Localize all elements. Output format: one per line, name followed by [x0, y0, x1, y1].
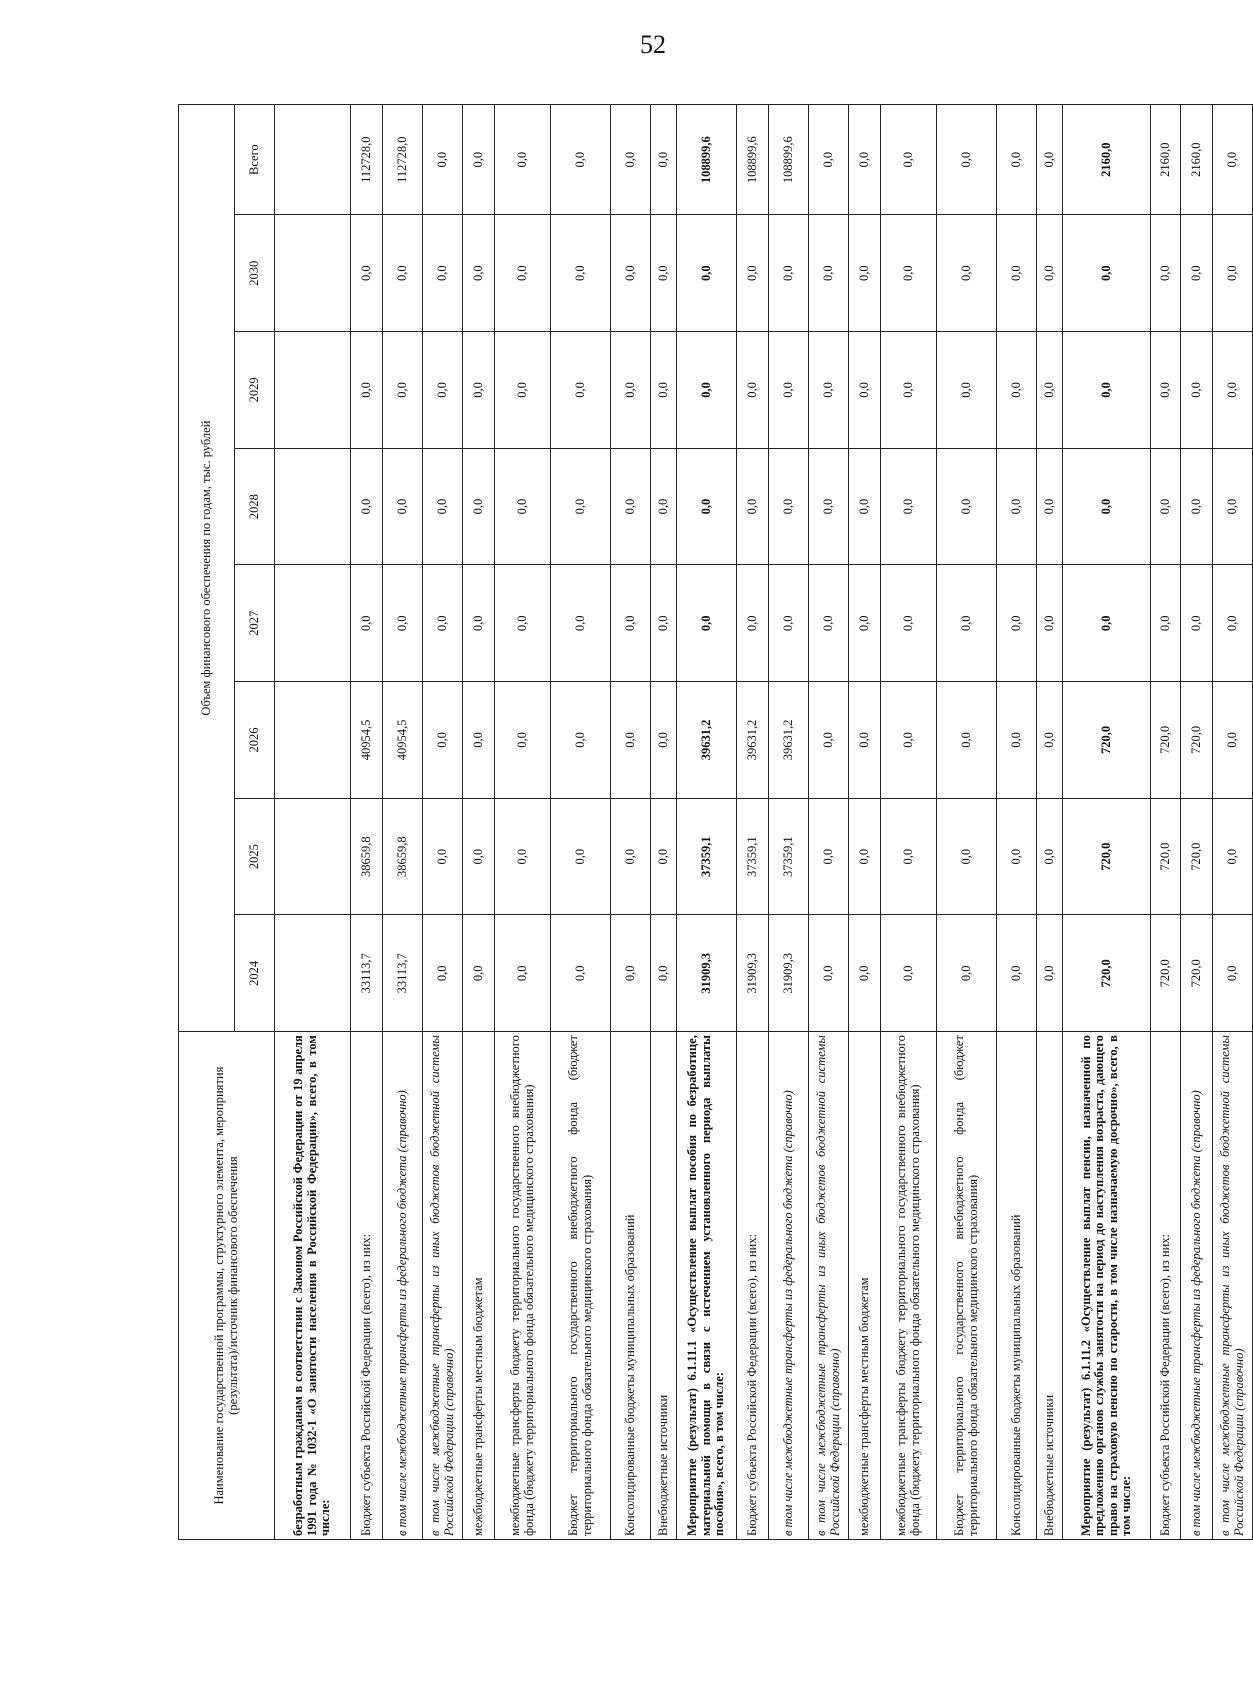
- row-value: 720,0: [1063, 682, 1151, 799]
- row-value: 112728,0: [383, 105, 423, 215]
- row-label: межбюджетные трансферты бюджету территориального государственного внебюджетного фонда (бюджету территориального фонда обязательного медицинского страхования): [881, 1032, 937, 1540]
- table-row: [551, 105, 611, 1540]
- row-value: 0,0: [551, 682, 611, 799]
- row-value: 0,0: [1213, 215, 1253, 332]
- row-value: 0,0: [651, 448, 677, 565]
- row-value: 108899,6: [769, 105, 809, 215]
- row-value: 0,0: [1063, 332, 1151, 449]
- row-value: 0,0: [1151, 448, 1181, 565]
- row-value: 0,0: [1213, 915, 1253, 1032]
- header-volume: Объем финансового обеспечения по годам, тыс. рублей: [179, 105, 235, 1032]
- row-value: 31909,3: [677, 915, 737, 1032]
- row-value: 0,0: [937, 798, 997, 915]
- row-label: межбюджетные трансферты местным бюджетам: [463, 1032, 495, 1540]
- row-value: 33113,7: [383, 915, 423, 1032]
- row-value: 0,0: [769, 565, 809, 682]
- table-row: [651, 105, 677, 1540]
- table-row: [383, 105, 423, 1540]
- table-row: [423, 105, 463, 1540]
- row-value: 0,0: [495, 915, 551, 1032]
- row-value: 0,0: [677, 565, 737, 682]
- row-value: 0,0: [551, 215, 611, 332]
- row-value: 0,0: [809, 682, 849, 799]
- row-value: 0,0: [383, 448, 423, 565]
- row-value: 0,0: [997, 798, 1037, 915]
- row-value: 0,0: [677, 448, 737, 565]
- row-value: 0,0: [495, 215, 551, 332]
- row-value: 0,0: [1213, 565, 1253, 682]
- table-row: [1063, 105, 1151, 1540]
- table-row: [275, 105, 351, 1540]
- row-value: 0,0: [849, 682, 881, 799]
- table-row: [1213, 105, 1253, 1540]
- row-value: 0,0: [809, 915, 849, 1032]
- row-value: [275, 682, 351, 799]
- row-value: [275, 915, 351, 1032]
- row-value: 0,0: [677, 332, 737, 449]
- row-value: 0,0: [463, 798, 495, 915]
- row-value: 0,0: [463, 915, 495, 1032]
- table-row: [495, 105, 551, 1540]
- row-value: 0,0: [423, 565, 463, 682]
- row-value: 0,0: [611, 215, 651, 332]
- row-value: [275, 105, 351, 215]
- row-value: 108899,6: [737, 105, 769, 215]
- row-value: 0,0: [737, 215, 769, 332]
- row-value: 0,0: [463, 565, 495, 682]
- row-value: 0,0: [809, 565, 849, 682]
- row-value: 39631,2: [677, 682, 737, 799]
- row-value: 0,0: [1037, 915, 1063, 1032]
- row-value: 0,0: [809, 798, 849, 915]
- row-value: 0,0: [463, 448, 495, 565]
- row-value: 0,0: [937, 448, 997, 565]
- row-value: 39631,2: [737, 682, 769, 799]
- row-label: межбюджетные трансферты местным бюджетам: [849, 1032, 881, 1540]
- row-value: 0,0: [611, 682, 651, 799]
- table-area: [178, 104, 1246, 1540]
- row-value: 0,0: [1181, 332, 1213, 449]
- row-value: 0,0: [495, 448, 551, 565]
- row-value: 0,0: [383, 332, 423, 449]
- rotated-table-wrapper: [178, 104, 1246, 1540]
- header-year-2030: 2030: [235, 215, 275, 332]
- row-value: 720,0: [1151, 798, 1181, 915]
- row-value: 0,0: [463, 332, 495, 449]
- row-value: 0,0: [1037, 565, 1063, 682]
- row-value: 0,0: [651, 105, 677, 215]
- row-value: 0,0: [1151, 332, 1181, 449]
- header-year-2029: 2029: [235, 332, 275, 449]
- row-label: Консолидированные бюджеты муниципальных образований: [611, 1032, 651, 1540]
- row-value: 0,0: [551, 332, 611, 449]
- row-value: 0,0: [1063, 448, 1151, 565]
- table-row: [737, 105, 769, 1540]
- row-label: Внебюджетные источники: [1037, 1032, 1063, 1540]
- row-label: в том числе межбюджетные трансферты из иных бюджетов бюджетной системы Российской Федерации (справочно): [423, 1032, 463, 1540]
- row-value: 40954,5: [351, 682, 383, 799]
- row-value: 0,0: [383, 215, 423, 332]
- table-row: [1037, 105, 1063, 1540]
- row-label: Бюджет субъекта Российской Федерации (всего), из них:: [351, 1032, 383, 1540]
- row-value: 0,0: [849, 565, 881, 682]
- row-value: 0,0: [423, 682, 463, 799]
- row-value: 0,0: [1181, 215, 1213, 332]
- row-value: 40954,5: [383, 682, 423, 799]
- row-value: 0,0: [737, 565, 769, 682]
- row-value: 0,0: [1037, 448, 1063, 565]
- row-value: 0,0: [937, 332, 997, 449]
- row-value: [275, 565, 351, 682]
- row-value: 37359,1: [677, 798, 737, 915]
- table-row: [809, 105, 849, 1540]
- row-value: [275, 332, 351, 449]
- table-row: [769, 105, 809, 1540]
- row-value: 0,0: [423, 798, 463, 915]
- row-label: в том числе межбюджетные трансферты из иных бюджетов бюджетной системы Российской Федерации (справочно): [809, 1032, 849, 1540]
- row-value: 0,0: [769, 215, 809, 332]
- row-value: 0,0: [1213, 798, 1253, 915]
- table-row: [1151, 105, 1181, 1540]
- row-value: 0,0: [937, 915, 997, 1032]
- row-label: Мероприятие (результат) 6.1.11.1 «Осуществление выплат пособия по безработице, материальной помощи в связи с истечением установленного периода выплаты пособия», всего, в том числе:: [677, 1032, 737, 1540]
- row-value: 0,0: [881, 915, 937, 1032]
- table-row: [351, 105, 383, 1540]
- financing-table: [178, 104, 1253, 1540]
- row-value: 0,0: [611, 565, 651, 682]
- table-row: [1181, 105, 1213, 1540]
- row-value: 0,0: [997, 332, 1037, 449]
- row-value: 720,0: [1181, 682, 1213, 799]
- row-value: 0,0: [881, 332, 937, 449]
- row-value: 2160,0: [1151, 105, 1181, 215]
- row-value: 0,0: [881, 682, 937, 799]
- row-value: 0,0: [1213, 682, 1253, 799]
- row-value: 0,0: [463, 105, 495, 215]
- table-row: [677, 105, 737, 1540]
- row-value: 0,0: [351, 215, 383, 332]
- row-value: 0,0: [651, 682, 677, 799]
- row-value: 0,0: [1063, 565, 1151, 682]
- row-value: 0,0: [651, 215, 677, 332]
- row-value: 0,0: [1151, 215, 1181, 332]
- row-value: 0,0: [495, 565, 551, 682]
- row-value: 0,0: [1037, 332, 1063, 449]
- row-value: [275, 448, 351, 565]
- header-year-2028: 2028: [235, 448, 275, 565]
- row-value: 0,0: [463, 682, 495, 799]
- row-value: 0,0: [651, 915, 677, 1032]
- row-value: 0,0: [551, 565, 611, 682]
- row-value: 0,0: [351, 448, 383, 565]
- row-value: [275, 215, 351, 332]
- row-label: в том числе межбюджетные трансферты из федерального бюджета (справочно): [383, 1032, 423, 1540]
- row-value: 0,0: [849, 215, 881, 332]
- row-value: 720,0: [1181, 915, 1213, 1032]
- row-value: 0,0: [997, 448, 1037, 565]
- row-value: 37359,1: [769, 798, 809, 915]
- row-value: 0,0: [1037, 798, 1063, 915]
- row-value: 0,0: [997, 682, 1037, 799]
- row-value: 0,0: [611, 798, 651, 915]
- row-value: 0,0: [1181, 565, 1213, 682]
- row-value: 0,0: [611, 448, 651, 565]
- row-value: 0,0: [769, 448, 809, 565]
- row-value: 0,0: [351, 565, 383, 682]
- table-row: [997, 105, 1037, 1540]
- header-year-total: Всего: [235, 105, 275, 215]
- row-value: 0,0: [423, 215, 463, 332]
- row-value: 0,0: [849, 915, 881, 1032]
- row-value: 0,0: [937, 682, 997, 799]
- row-value: 0,0: [495, 682, 551, 799]
- row-value: 0,0: [677, 215, 737, 332]
- row-value: 0,0: [463, 215, 495, 332]
- row-value: 0,0: [937, 105, 997, 215]
- row-value: 39631,2: [769, 682, 809, 799]
- row-value: 0,0: [881, 215, 937, 332]
- row-value: 0,0: [769, 332, 809, 449]
- row-value: 0,0: [651, 332, 677, 449]
- row-label: Внебюджетные источники: [651, 1032, 677, 1540]
- row-value: 720,0: [1151, 682, 1181, 799]
- row-label: Бюджет территориального государственного внебюджетного фонда (бюджет территориального фонда обязательного медицинского страхования): [551, 1032, 611, 1540]
- row-value: 108899,6: [677, 105, 737, 215]
- table-row: [463, 105, 495, 1540]
- header-year-2024: 2024: [235, 915, 275, 1032]
- row-value: 0,0: [351, 332, 383, 449]
- row-value: 0,0: [849, 332, 881, 449]
- row-value: [275, 798, 351, 915]
- row-value: 0,0: [1151, 565, 1181, 682]
- row-label: межбюджетные трансферты бюджету территориального государственного внебюджетного фонда (бюджету территориального фонда обязательного медицинского страхования): [495, 1032, 551, 1540]
- row-label: Бюджет субъекта Российской Федерации (всего), из них:: [1151, 1032, 1181, 1540]
- row-label: в том числе межбюджетные трансферты из федерального бюджета (справочно): [1181, 1032, 1213, 1540]
- row-value: 0,0: [423, 448, 463, 565]
- row-label: в том числе межбюджетные трансферты из иных бюджетов бюджетной системы Российской Федерации (справочно): [1213, 1032, 1253, 1540]
- row-value: 0,0: [809, 448, 849, 565]
- row-value: 0,0: [611, 105, 651, 215]
- row-value: 2160,0: [1181, 105, 1213, 215]
- row-value: 33113,7: [351, 915, 383, 1032]
- row-value: 0,0: [551, 105, 611, 215]
- row-value: 720,0: [1063, 915, 1151, 1032]
- row-value: 0,0: [937, 215, 997, 332]
- row-value: 37359,1: [737, 798, 769, 915]
- table-row: [881, 105, 937, 1540]
- row-value: 0,0: [1037, 215, 1063, 332]
- row-value: 0,0: [881, 798, 937, 915]
- row-value: 0,0: [737, 332, 769, 449]
- row-value: 2160,0: [1063, 105, 1151, 215]
- table-row: [611, 105, 651, 1540]
- row-value: 31909,3: [737, 915, 769, 1032]
- row-value: 0,0: [1213, 105, 1253, 215]
- header-name-column: Наименование государственной программы, структурного элемента, мероприятия (результата)/источник финансового обеспечения: [179, 1032, 275, 1540]
- row-value: 0,0: [495, 105, 551, 215]
- row-value: 0,0: [997, 215, 1037, 332]
- row-label: Мероприятие (результат) 6.1.11.2 «Осуществление выплат пенсии, назначенной по предложению органов службы занятости на период до наступления возраста, дающего право на страховую пенсию по старости, в том числе назначаемую досрочно», всего, в том числе:: [1063, 1032, 1151, 1540]
- row-value: 0,0: [997, 105, 1037, 215]
- row-value: 38659,8: [383, 798, 423, 915]
- row-value: 0,0: [937, 565, 997, 682]
- row-value: 720,0: [1181, 798, 1213, 915]
- row-value: 0,0: [997, 565, 1037, 682]
- row-label: Бюджет субъекта Российской Федерации (всего), из них:: [737, 1032, 769, 1540]
- row-value: 0,0: [809, 105, 849, 215]
- row-value: 0,0: [737, 448, 769, 565]
- row-value: 0,0: [809, 332, 849, 449]
- row-value: 31909,3: [769, 915, 809, 1032]
- row-value: 0,0: [651, 798, 677, 915]
- row-value: 0,0: [1213, 448, 1253, 565]
- row-label: в том числе межбюджетные трансферты из федерального бюджета (справочно): [769, 1032, 809, 1540]
- row-value: 0,0: [495, 798, 551, 915]
- row-value: 0,0: [423, 105, 463, 215]
- row-value: 0,0: [383, 565, 423, 682]
- row-value: 0,0: [881, 105, 937, 215]
- row-value: 0,0: [651, 565, 677, 682]
- row-value: 112728,0: [351, 105, 383, 215]
- row-value: 0,0: [997, 915, 1037, 1032]
- row-value: 0,0: [809, 215, 849, 332]
- row-value: 0,0: [551, 915, 611, 1032]
- row-value: 0,0: [849, 798, 881, 915]
- row-value: 0,0: [1213, 332, 1253, 449]
- row-value: 0,0: [1037, 682, 1063, 799]
- row-value: 0,0: [1181, 448, 1213, 565]
- table-row: [849, 105, 881, 1540]
- row-value: 0,0: [551, 448, 611, 565]
- row-label: Консолидированные бюджеты муниципальных образований: [997, 1032, 1037, 1540]
- row-value: 0,0: [551, 798, 611, 915]
- table-row: [937, 105, 997, 1540]
- row-value: 0,0: [849, 105, 881, 215]
- row-value: 0,0: [881, 448, 937, 565]
- row-value: 0,0: [611, 332, 651, 449]
- header-year-2027: 2027: [235, 565, 275, 682]
- row-value: 0,0: [1063, 215, 1151, 332]
- row-label: Бюджет территориального государственного внебюджетного фонда (бюджет территориального фонда обязательного медицинского страхования): [937, 1032, 997, 1540]
- row-value: 720,0: [1063, 798, 1151, 915]
- row-label: безработным гражданам в соответствии с Законом Российской Федерации от 19 апреля 1991 года № 1032-1 «О занятости населения в Российской Федерации», всего, в том числе:: [275, 1032, 351, 1540]
- row-value: 720,0: [1151, 915, 1181, 1032]
- row-value: 38659,8: [351, 798, 383, 915]
- row-value: 0,0: [423, 915, 463, 1032]
- row-value: 0,0: [881, 565, 937, 682]
- row-value: 0,0: [849, 448, 881, 565]
- page-number: 52: [640, 30, 666, 59]
- row-value: 0,0: [423, 332, 463, 449]
- row-value: 0,0: [1037, 105, 1063, 215]
- row-value: 0,0: [495, 332, 551, 449]
- header-year-2025: 2025: [235, 798, 275, 915]
- header-year-2026: 2026: [235, 682, 275, 799]
- row-value: 0,0: [611, 915, 651, 1032]
